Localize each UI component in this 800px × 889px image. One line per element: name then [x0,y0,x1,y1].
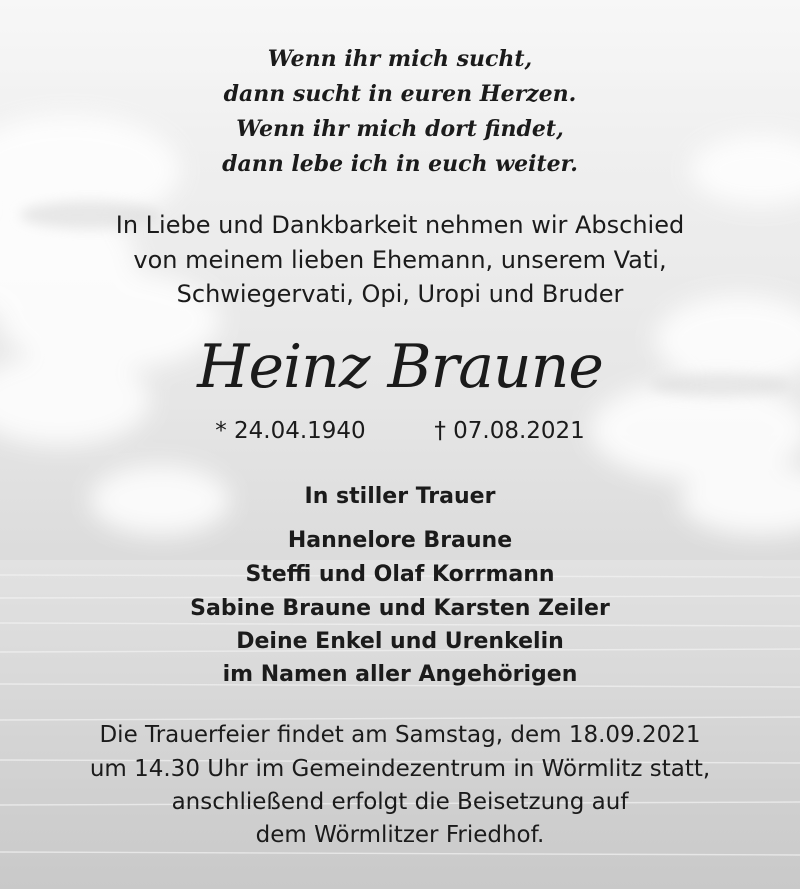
intro-line-1: In Liebe und Dankbarkeit nehmen wir Abschied [115,211,685,239]
mourner-4: Deine Enkel und Urenkelin [236,629,564,654]
verse-line-1: Wenn ihr mich sucht, [267,46,533,72]
mourner-2: Steffi und Olaf Korrmann [245,562,555,587]
deceased-name: Heinz Braune [197,332,603,402]
verse-line-2: dann sucht in euren Herzen. [223,81,577,107]
verse-line-3: Wenn ihr mich dort findet, [236,116,564,142]
birth-date: * 24.04.1940 [215,418,366,444]
death-date: † 07.08.2021 [434,418,585,444]
intro-line-3: Schwiegervati, Opi, Uropi und Bruder [176,280,624,308]
life-dates [0,418,800,444]
mourner-5: im Namen aller Angehörigen [222,662,578,687]
funeral-line-2: um 14.30 Uhr im Gemeindezentrum in Wörmlitz statt, [89,756,711,782]
mourner-3: Sabine Braune und Karsten Zeiler [190,596,610,621]
funeral-line-1: Die Trauerfeier findet am Samstag, dem 18.09.2021 [99,722,701,748]
mourners-heading: In stiller Trauer [304,484,496,509]
funeral-line-3: anschließend erfolgt die Beisetzung auf [171,789,629,815]
mourner-1: Hannelore Braune [287,528,513,553]
verse-line-4: dann lebe ich in euch weiter. [222,151,578,177]
funeral-line-4: dem Wörmlitzer Friedhof. [255,822,545,848]
intro-line-2: von meinem lieben Ehemann, unserem Vati, [133,246,667,274]
